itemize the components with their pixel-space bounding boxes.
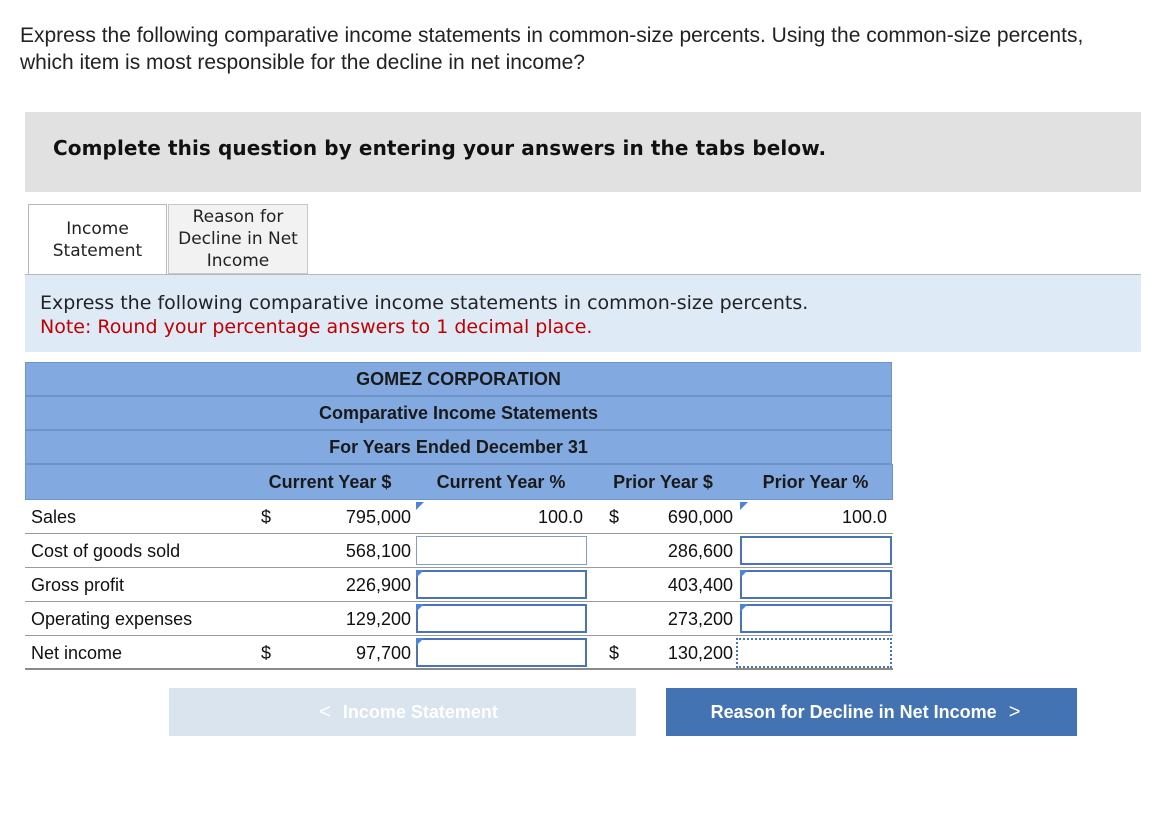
current-amount: 129,200 <box>345 609 411 629</box>
entry-flag-icon <box>740 502 748 510</box>
table-row-sales <box>25 500 893 534</box>
current-amount: 97,700 <box>355 643 411 663</box>
column-header-prior-dollar: Prior Year $ <box>587 464 739 500</box>
current-pct-input[interactable] <box>416 536 587 565</box>
current-pct-value: 100.0 <box>537 507 583 527</box>
current-pct-input[interactable] <box>416 604 587 633</box>
current-amount: 795,000 <box>345 507 411 527</box>
entry-flag-icon <box>416 604 424 612</box>
chevron-right-icon: > <box>1008 700 1021 723</box>
row-label: Sales <box>31 507 77 527</box>
current-amount: 568,100 <box>345 541 411 561</box>
prior-pct-input-focused[interactable] <box>736 638 892 668</box>
instructions-text: Express the following comparative income statements in common-size percents. <box>40 292 809 314</box>
row-label: Net income <box>31 643 123 663</box>
tab-label: Statement <box>52 241 143 261</box>
row-label: Gross profit <box>31 575 125 595</box>
table-row-cost-of-goods-sold <box>25 534 893 568</box>
table-row-net-income <box>25 636 893 670</box>
tab-label: Decline in Net <box>178 229 298 249</box>
column-header-current-pct: Current Year % <box>415 464 587 500</box>
tab-reason-for-decline[interactable] <box>168 204 308 274</box>
tab-label: Reason for <box>192 207 284 227</box>
prior-amount: 130,200 <box>667 643 733 663</box>
prior-pct-value: 100.0 <box>841 507 887 527</box>
dollar-sign: $ <box>261 643 272 663</box>
prior-pct-input[interactable] <box>740 570 892 599</box>
current-pct-input[interactable] <box>416 570 587 599</box>
tab-income-statement[interactable] <box>28 204 167 275</box>
question-text: Express the following comparative income statements in common-size percents. Using the common-size percents, which item is most responsible for the decline in net income? <box>20 24 1084 74</box>
prior-amount: 273,200 <box>667 609 733 629</box>
entry-flag-icon <box>740 604 748 612</box>
prior-pct-input[interactable] <box>740 536 892 565</box>
prior-amount: 690,000 <box>667 507 733 527</box>
dollar-sign: $ <box>609 507 620 527</box>
company-name: GOMEZ CORPORATION <box>25 362 892 396</box>
prior-amount: 286,600 <box>667 541 733 561</box>
dollar-sign: $ <box>261 507 272 527</box>
tab-label: Income <box>206 251 270 271</box>
statement-title: Comparative Income Statements <box>25 396 892 430</box>
next-tab-button[interactable] <box>666 688 1077 736</box>
entry-flag-icon <box>416 570 424 578</box>
current-amount: 226,900 <box>345 575 411 595</box>
next-tab-label: Reason for Decline in Net Income <box>710 701 997 722</box>
prior-amount: 403,400 <box>667 575 733 595</box>
table-row-operating-expenses <box>25 602 893 636</box>
entry-flag-icon <box>416 638 424 646</box>
tab-label: Income <box>66 219 129 239</box>
instruction-banner <box>25 112 1141 192</box>
prior-pct-input[interactable] <box>740 604 892 633</box>
prev-tab-label: Income Statement <box>342 701 498 722</box>
entry-flag-icon <box>740 570 748 578</box>
column-header-current-dollar: Current Year $ <box>245 464 415 500</box>
rounding-note: Note: Round your percentage answers to 1 decimal place. <box>40 316 593 338</box>
column-header-prior-pct: Prior Year % <box>739 464 893 500</box>
chevron-left-icon: < <box>319 700 331 723</box>
current-pct-input[interactable] <box>416 638 587 667</box>
dollar-sign: $ <box>609 643 620 663</box>
row-label: Operating expenses <box>31 609 193 629</box>
banner-text: Complete this question by entering your answers in the tabs below. <box>53 136 827 160</box>
prev-tab-button[interactable] <box>169 688 636 736</box>
statement-period: For Years Ended December 31 <box>25 430 892 464</box>
column-header-blank <box>25 464 245 500</box>
row-label: Cost of goods sold <box>31 541 181 561</box>
table-row-gross-profit <box>25 568 893 602</box>
instructions-panel <box>25 275 1141 352</box>
entry-flag-icon <box>416 502 424 510</box>
